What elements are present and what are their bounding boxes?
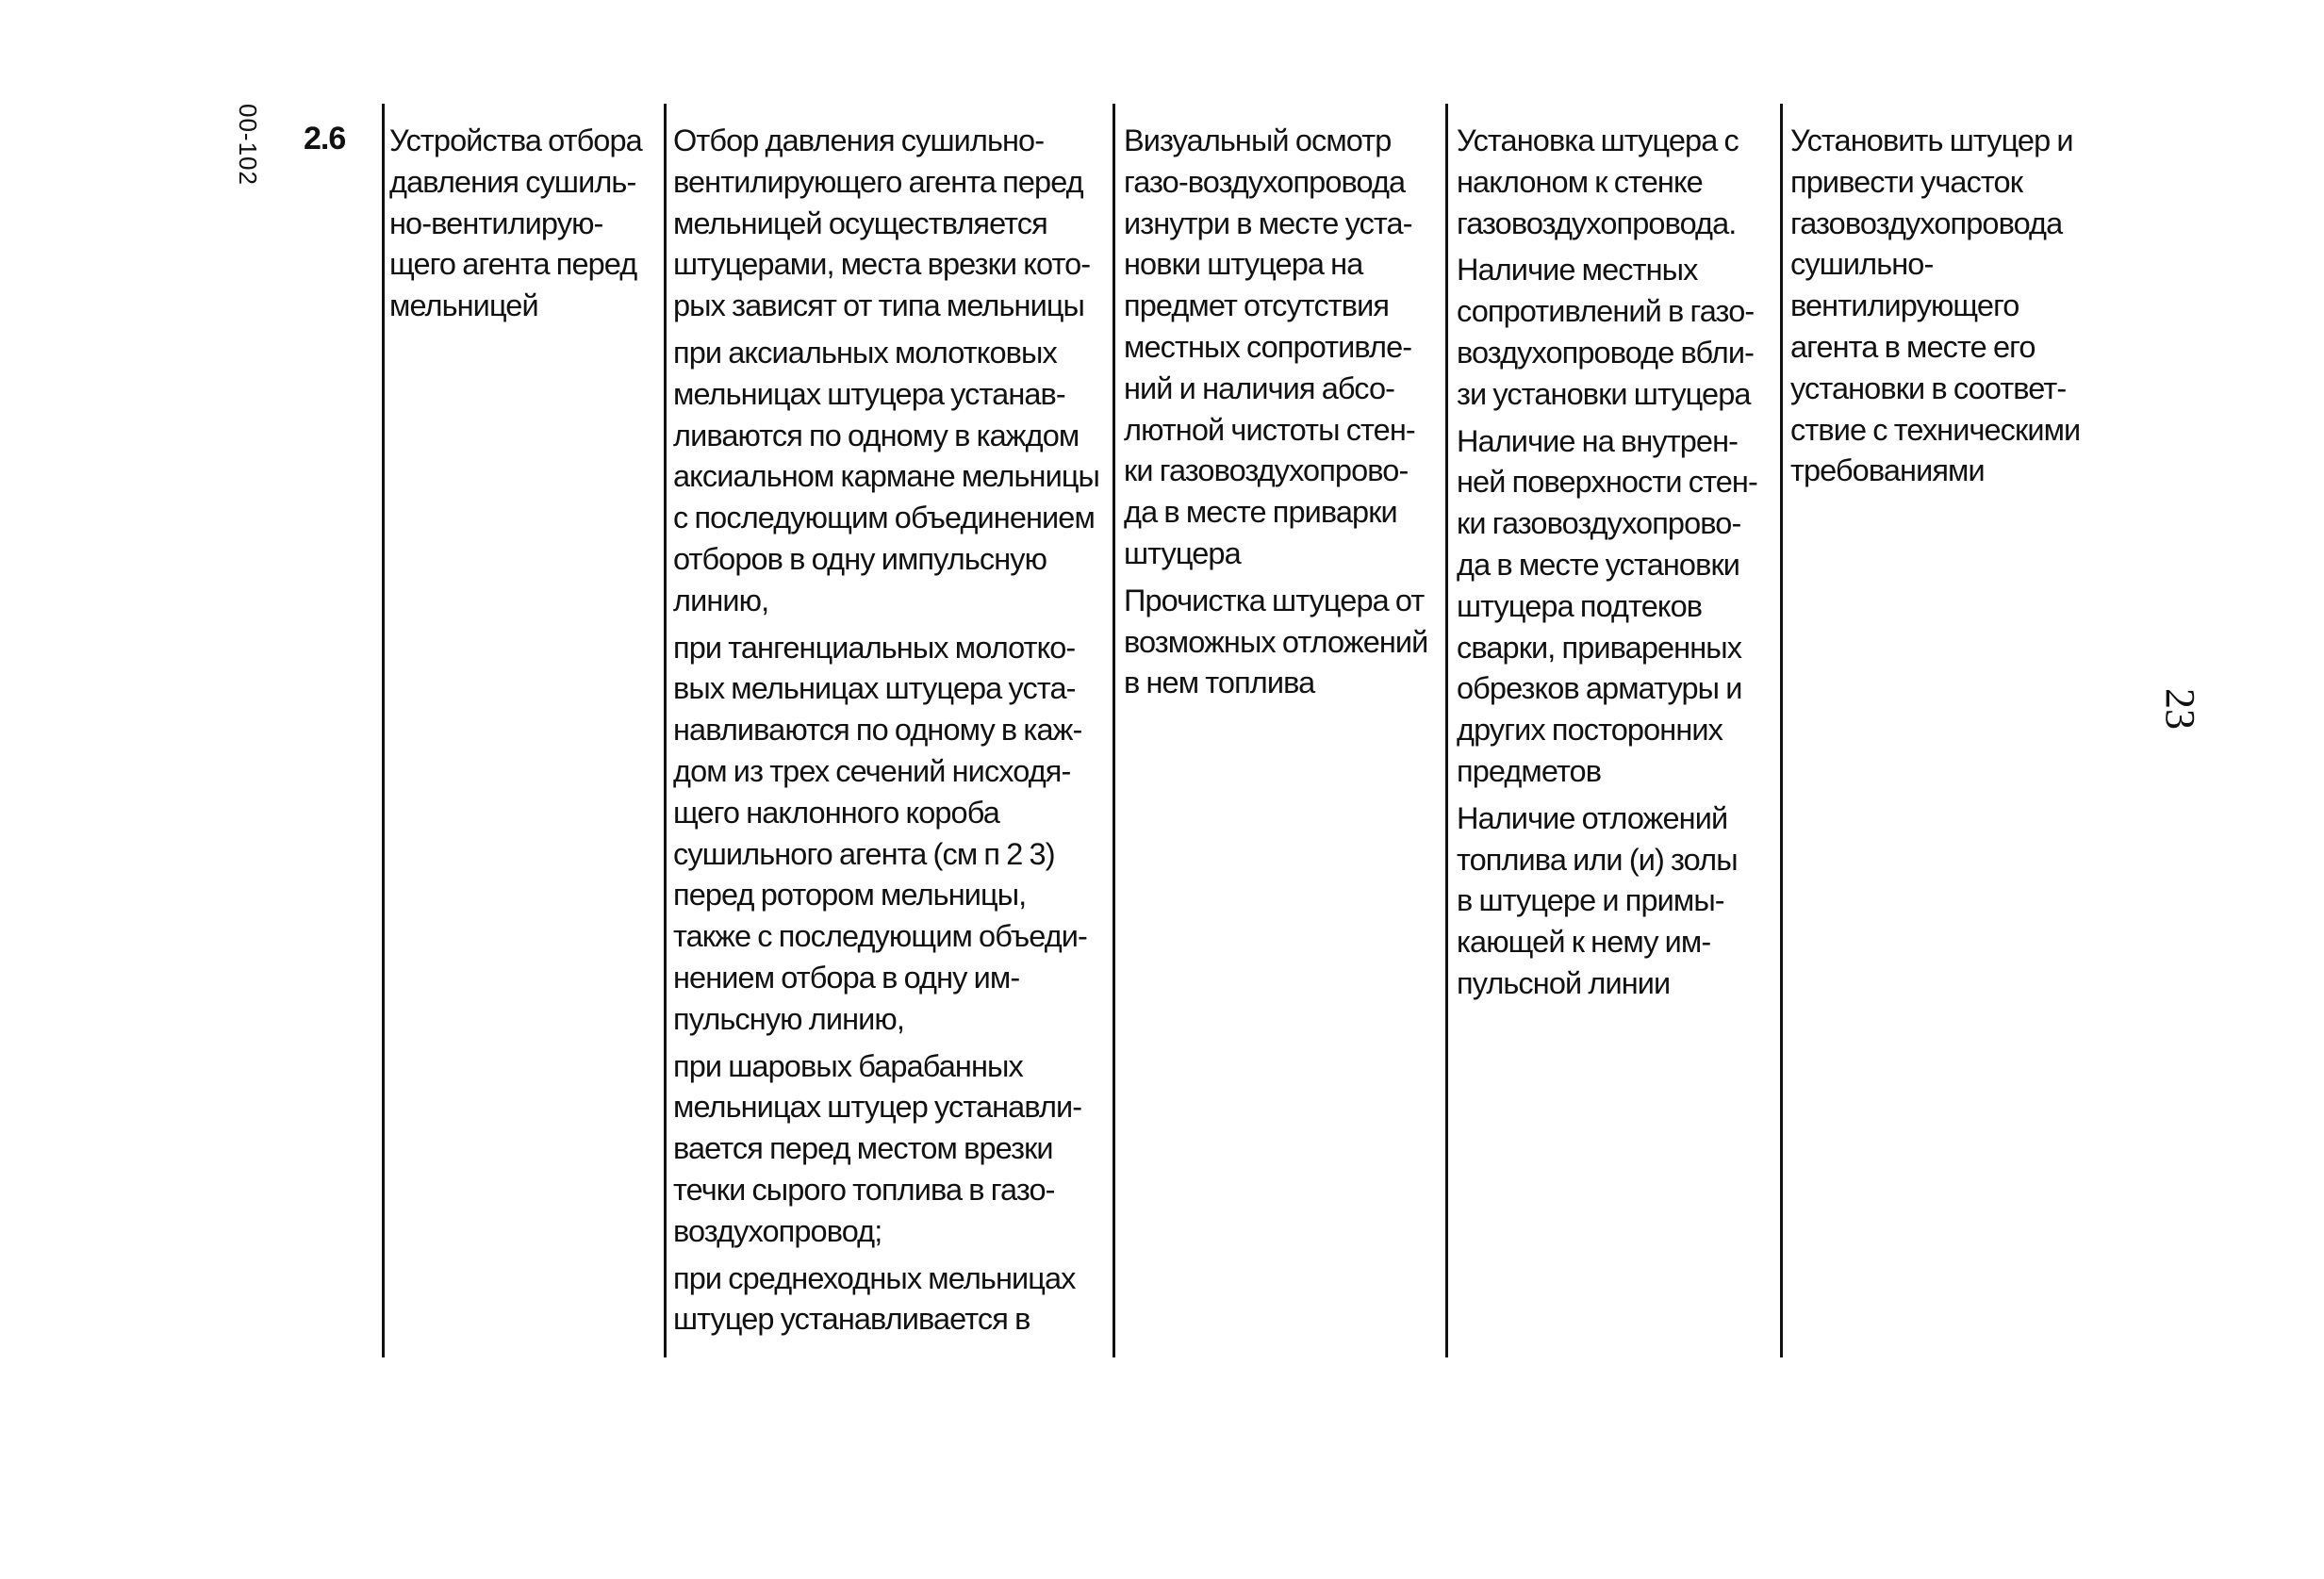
text-line: местных сопротивле-: [1124, 329, 1412, 364]
text-line: рых зависят от типа мельницы: [673, 288, 1085, 323]
cell-paragraph: [673, 1046, 1109, 1253]
cell-paragraph: [673, 333, 1109, 622]
text-line: да в месте приварки: [1124, 495, 1397, 530]
text-line: топлива или (и) золы: [1457, 842, 1738, 877]
text-line: с последующим объединением: [673, 501, 1095, 535]
text-line: сопротивлений в газо-: [1457, 294, 1755, 329]
text-line: при среднеходных мельницах: [673, 1260, 1076, 1295]
cell-paragraph: [389, 121, 663, 327]
text-line: мельницах штуцера устанав-: [673, 376, 1065, 411]
text-line: штуцера подтеков: [1457, 588, 1703, 623]
text-line: штуцера: [1124, 535, 1241, 570]
text-line: перед ротором мельницы,: [673, 878, 1027, 913]
text-line: отборов в одну импульсную: [673, 541, 1047, 576]
text-line: наклоном к стенке: [1457, 164, 1703, 199]
text-line: линию,: [673, 583, 769, 617]
page-number: 23: [2157, 688, 2203, 730]
text-line: ней поверхности стен-: [1457, 465, 1757, 500]
text-line: Установка штуцера с: [1457, 123, 1739, 157]
text-line: навливаются по одному в каж-: [673, 713, 1082, 748]
text-line: возможных отложений: [1124, 624, 1428, 659]
text-line: газовоздухопровода.: [1457, 206, 1737, 240]
text-line: газо-воздухопровода: [1124, 164, 1406, 199]
text-line: Прочистка штуцера от: [1124, 583, 1425, 617]
text-line: вается перед местом врезки: [673, 1131, 1053, 1166]
text-line: предмет отсутствия: [1124, 288, 1390, 323]
text-line: нением отбора в одну им-: [673, 960, 1020, 995]
text-line: пульсную линию,: [673, 1001, 905, 1036]
text-line: мельницах штуцер устанавли-: [673, 1090, 1082, 1125]
text-line: ки газовоздухопрово-: [1457, 506, 1741, 541]
text-line: кающей к нему им-: [1457, 925, 1711, 960]
text-line: воздухопроводе вбли-: [1457, 335, 1755, 370]
column-divider: [382, 104, 385, 1357]
text-line: при аксиальных молотковых: [673, 335, 1057, 370]
text-line: Визуальный осмотр: [1124, 123, 1392, 157]
text-line: да в месте установки: [1457, 547, 1740, 582]
cell-paragraph: [1457, 121, 1777, 244]
column-divider: [1445, 104, 1448, 1357]
cell-remedy: [1790, 121, 2092, 492]
side-document-code: 00-102: [234, 104, 262, 186]
text-line: ствие с техническими: [1790, 412, 2081, 447]
text-line: установки в соответ-: [1790, 370, 2067, 405]
text-line: при тангенциальных молотко-: [673, 630, 1076, 665]
column-divider: [664, 104, 667, 1357]
text-line: газовоздухопровода: [1790, 206, 2063, 240]
text-line: вых мельницах штуцера уста-: [673, 671, 1076, 706]
cell-paragraph: [1790, 121, 2092, 492]
text-line: лютной чистоты стен-: [1124, 412, 1415, 447]
text-line: при шаровых барабанных: [673, 1048, 1023, 1083]
cell-paragraph: [1124, 121, 1442, 575]
text-line: ки газовоздухопрово-: [1124, 453, 1409, 488]
text-line: давления сушиль-: [389, 164, 636, 199]
text-line: Наличие на внутрен-: [1457, 423, 1739, 458]
text-line: Наличие отложений: [1457, 800, 1728, 835]
text-line: также с последующим объеди-: [673, 919, 1087, 954]
text-line: вентилирующего: [1790, 288, 2019, 323]
text-line: в нем топлива: [1124, 666, 1315, 700]
cell-inspection: [1124, 121, 1442, 704]
text-line: щего наклонного короба: [673, 795, 999, 830]
cell-paragraph: [1124, 581, 1442, 704]
text-line: штуцерами, места врезки кото-: [673, 247, 1091, 282]
cell-paragraph: [673, 1258, 1109, 1341]
text-line: других посторонних: [1457, 713, 1722, 748]
text-line: предметов: [1457, 753, 1602, 788]
text-line: Наличие местных: [1457, 253, 1698, 288]
text-line: новки штуцера на: [1124, 247, 1363, 282]
cell-paragraph: [673, 628, 1109, 1041]
text-line: сварки, приваренных: [1457, 630, 1742, 665]
cell-paragraph: [1457, 798, 1777, 1005]
text-line: обрезков арматуры и: [1457, 671, 1742, 706]
text-line: штуцер устанавливается в: [673, 1302, 1030, 1337]
cell-paragraph: [1457, 250, 1777, 415]
text-line: аксиальном кармане мельницы: [673, 459, 1099, 494]
text-line: но-вентилирую-: [389, 206, 603, 240]
text-line: сушильного агента (см п 2 3): [673, 836, 1055, 871]
cell-paragraph: [1457, 421, 1777, 793]
cell-device-name: [389, 121, 663, 327]
text-line: вентилирующего агента перед: [673, 164, 1083, 199]
cell-description: [673, 121, 1109, 1341]
text-line: Установить штуцер и: [1790, 123, 2073, 157]
text-line: агента в месте его: [1790, 329, 2036, 364]
column-divider: [1113, 104, 1115, 1357]
text-line: привести участок: [1790, 164, 2023, 199]
cell-paragraph: [673, 121, 1109, 327]
text-line: воздухопровод;: [673, 1213, 882, 1248]
row-number: 2.6: [304, 121, 346, 156]
text-line: течки сырого топлива в газо-: [673, 1172, 1055, 1207]
text-line: в штуцере и примы-: [1457, 883, 1724, 918]
column-divider: [1780, 104, 1783, 1357]
text-line: пульсной линии: [1457, 965, 1671, 1000]
cell-defects: [1457, 121, 1777, 1005]
text-line: требованиями: [1790, 453, 1985, 488]
text-line: мельницей осуществляется: [673, 206, 1047, 240]
text-line: мельницей: [389, 288, 538, 323]
text-line: дом из трех сечений нисходя-: [673, 753, 1071, 788]
text-line: сушильно-: [1790, 247, 1934, 282]
text-line: Отбор давления сушильно-: [673, 123, 1045, 157]
text-line: ний и наличия абсо-: [1124, 370, 1395, 405]
text-line: ливаются по одному в каждом: [673, 418, 1080, 452]
text-line: изнутри в месте уста-: [1124, 206, 1412, 240]
text-line: зи установки штуцера: [1457, 376, 1751, 411]
text-line: щего агента перед: [389, 247, 637, 282]
text-line: Устройства отбора: [389, 123, 642, 157]
